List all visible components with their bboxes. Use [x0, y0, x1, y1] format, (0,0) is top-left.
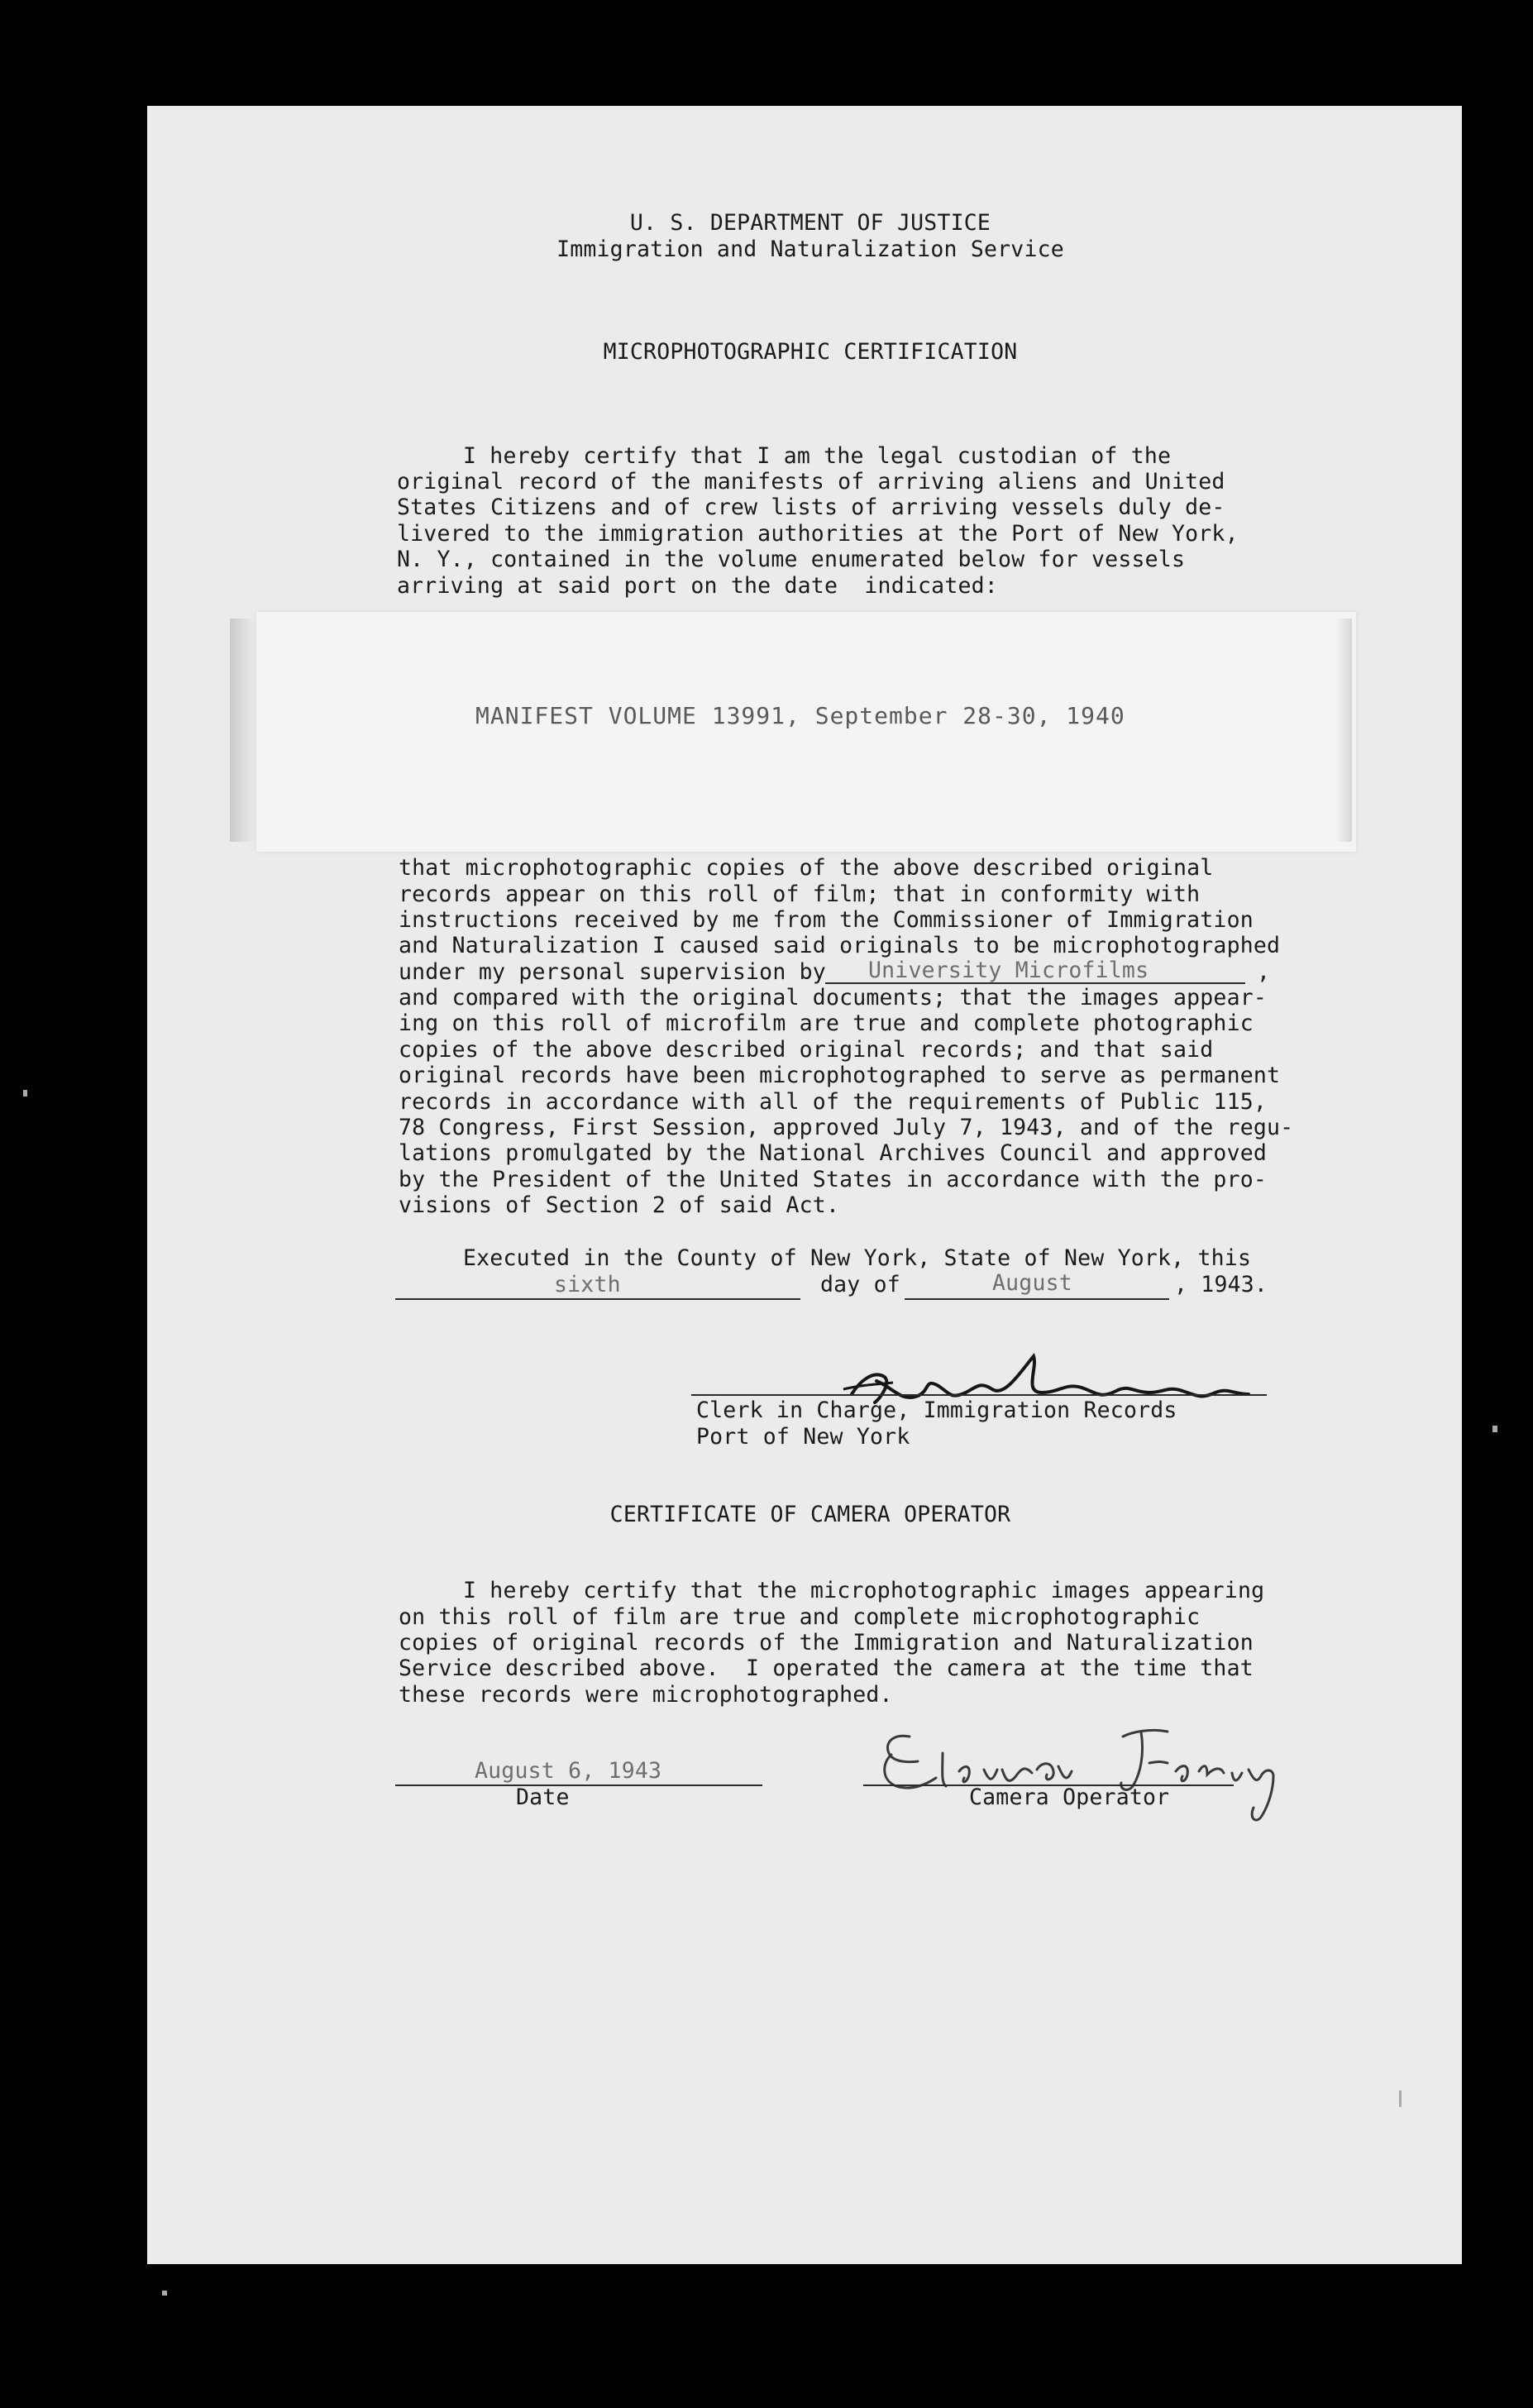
day-of-label: day of	[820, 1272, 900, 1297]
operator-date: August 6, 1943	[475, 1758, 662, 1784]
film-speck	[23, 1090, 27, 1096]
intro-line: N. Y., contained in the volume enumerated below for vessels	[397, 547, 1186, 572]
camera-line: I hereby certify that the microphotographic images appearing	[463, 1578, 1265, 1603]
film-speck	[1399, 2090, 1402, 2107]
body-line: copies of the above described original records; and that said	[399, 1037, 1214, 1063]
day-underline	[395, 1298, 800, 1300]
strip-shadow	[1335, 619, 1352, 842]
execution-day: sixth	[554, 1272, 621, 1297]
intro-line: arriving at said port on the date indicated:	[397, 573, 998, 599]
execution-year: , 1943.	[1174, 1272, 1268, 1297]
month-underline	[905, 1298, 1169, 1300]
body-line: ing on this roll of microfilm are true and complete photographic	[399, 1010, 1254, 1036]
camera-line: Service described above. I operated the camera at the time that	[399, 1656, 1254, 1681]
film-speck	[162, 2291, 167, 2296]
camera-line: copies of original records of the Immigration and Naturalization	[399, 1630, 1254, 1656]
manifest-volume-label: MANIFEST VOLUME 13991, September 28-30, 1940	[475, 702, 1125, 729]
camera-line: these records were microphotographed.	[399, 1682, 893, 1708]
body-line: visions of Section 2 of said Act.	[399, 1192, 840, 1218]
intro-line: States Citizens and of crew lists of arriving vessels duly de-	[397, 494, 1225, 520]
volume-strip	[256, 612, 1356, 852]
body-line: instructions received by me from the Commissioner of Immigration	[399, 907, 1254, 933]
operator-label: Camera Operator	[969, 1784, 1170, 1810]
body-line: records in accordance with all of the requirements of Public 115,	[399, 1089, 1268, 1115]
execution-month: August	[992, 1270, 1072, 1296]
certification-title: MICROPHOTOGRAPHIC CERTIFICATION	[603, 339, 1018, 365]
body-line: and Naturalization I caused said originals to be microphotographed	[399, 933, 1281, 958]
department-heading: U. S. DEPARTMENT OF JUSTICE	[629, 210, 991, 236]
clerk-signature-line	[691, 1394, 1267, 1396]
supervisor-comma: ,	[1257, 959, 1271, 985]
strip-shadow	[230, 619, 255, 842]
date-label: Date	[516, 1784, 570, 1810]
camera-certificate-title: CERTIFICATE OF CAMERA OPERATOR	[609, 1502, 1011, 1527]
supervisor-underline	[825, 982, 1245, 984]
intro-line: livered to the immigration authorities at the Port of New York,	[397, 521, 1239, 547]
date-underline	[395, 1784, 762, 1786]
intro-line: original record of the manifests of arriving aliens and United	[397, 469, 1225, 494]
executed-line: Executed in the County of New York, State of New York, this	[463, 1245, 1252, 1271]
film-speck	[1492, 1426, 1497, 1432]
body-line: lations promulgated by the National Archives Council and approved	[399, 1140, 1268, 1166]
service-heading: Immigration and Naturalization Service	[556, 236, 1064, 262]
intro-line: I hereby certify that I am the legal custodian of the	[463, 443, 1172, 469]
body-line: that microphotographic copies of the above described original	[399, 855, 1214, 881]
body-line: 78 Congress, First Session, approved July 7, 1943, and of the regu-	[399, 1115, 1294, 1140]
body-line: by the President of the United States in accordance with the pro-	[399, 1167, 1268, 1192]
body-line: records appear on this roll of film; that in conformity with	[399, 882, 1201, 907]
body-line: under my personal supervision by	[399, 959, 826, 985]
camera-line: on this roll of film are true and complete microphotographic	[399, 1604, 1201, 1630]
body-line: and compared with the original documents; that the images appear-	[399, 985, 1268, 1010]
supervisor-name: University Microfilms	[868, 958, 1149, 983]
clerk-port: Port of New York	[696, 1424, 910, 1450]
clerk-title: Clerk in Charge, Immigration Records	[696, 1398, 1177, 1423]
body-line: original records have been microphotographed to serve as permanent	[399, 1063, 1281, 1088]
